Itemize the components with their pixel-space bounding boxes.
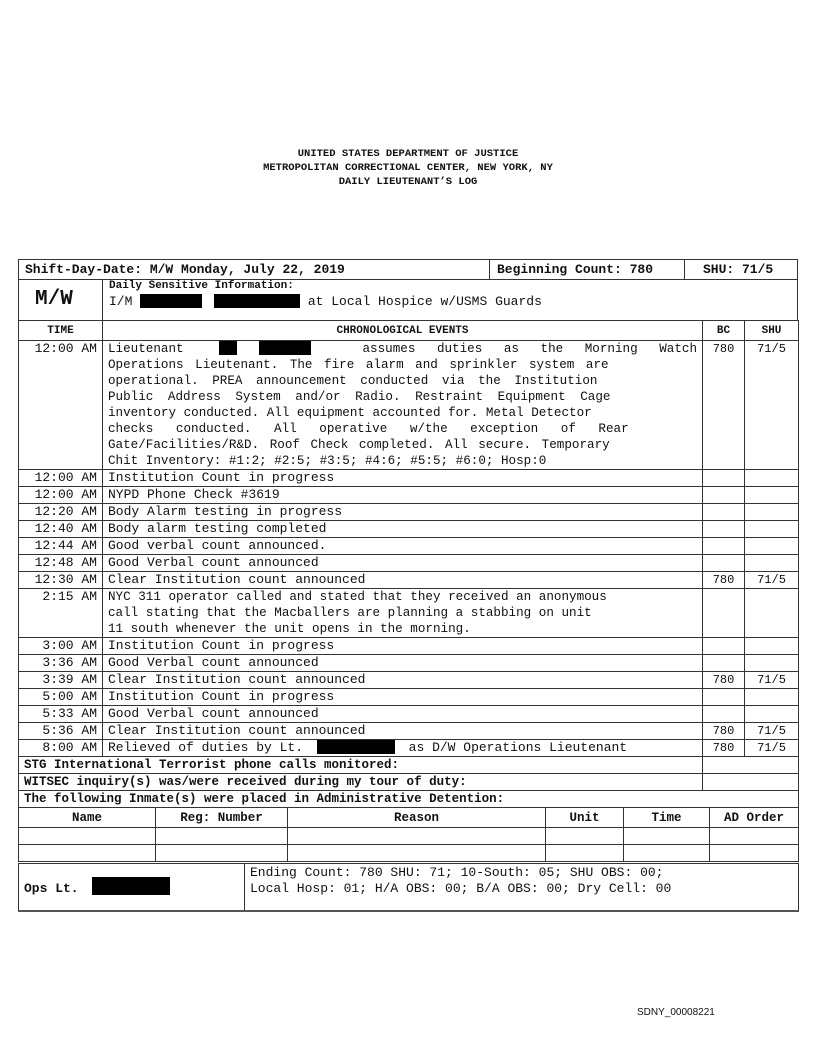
chronological-events-table (18, 320, 799, 808)
table-row (19, 828, 799, 845)
table-row: 3:00 AM Institution Count in progress (19, 638, 799, 655)
footer-table (18, 863, 799, 912)
shift-day-date: Shift-Day-Date: M/W Monday, July 22, 2019 (25, 262, 345, 277)
col-bc: BC (703, 321, 745, 341)
ending-count: Ending Count: 780 SHU: 71; 10-South: 05; SHU OBS: 00; Local Hosp: 01; H/A OBS: 00; B/A OBS: 00; Dry Cell: 00 (245, 864, 799, 911)
col-shu: SHU (745, 321, 799, 341)
table-row (19, 845, 799, 862)
table-row: 12:48 AM Good Verbal count announced (19, 555, 799, 572)
table-row: 3:39 AM Clear Institution count announced 780 71/5 (19, 672, 799, 689)
shift-code: M/W (35, 288, 73, 311)
redaction-bar (140, 294, 202, 308)
table-row: 5:00 AM Institution Count in progress (19, 689, 799, 706)
table-row: 2:15 AM NYC 311 operator called and stated that they received an anonymous call stating that the Macballers are planning a stabbing on unit 11 south whenever the unit opens in the morning. (19, 589, 799, 638)
header-line-3: DAILY LIEUTENANT’S LOG (338, 176, 478, 188)
events-header-row (19, 321, 799, 341)
ad-header-row: Name Reg: Number Reason Unit Time AD Order (19, 808, 799, 828)
table-row: 12:44 AM Good verbal count announced. (19, 538, 799, 555)
table-row: 12:30 AM Clear Institution count announced 780 71/5 (19, 572, 799, 589)
table-row: 12:00 AM NYPD Phone Check #3619 (19, 487, 799, 504)
shu-count: SHU: 71/5 (703, 262, 774, 277)
document-header (0, 147, 816, 189)
table-row: 5:33 AM Good Verbal count announced (19, 706, 799, 723)
shift-info-box (18, 259, 798, 321)
sensitive-info-label: Daily Sensitive Information: (109, 280, 294, 292)
col-events: CHRONOLOGICAL EVENTS (103, 321, 703, 341)
header-line-1: UNITED STATES DEPARTMENT OF JUSTICE (297, 148, 519, 160)
table-row: 12:40 AM Body alarm testing completed (19, 521, 799, 538)
event-text: Lieutenant assumes duties as the Morning Watch Operations Lieutenant. The fire alarm and sprinkler system are operational. PREA announcement conducted via the Institution Public Address System and/or Radio. Restraint Equipment Cage inventory conducted. All equipment accounted for. Metal Detector checks conducted. All operative w/the exception of Rear Gate/Facilities/R&D. Roof Check completed. All secure. Temporary Chit Inventory: #1:2; #2:5; #3:5; #4:6; #5:5; #6:0; Hosp:0 (103, 341, 703, 470)
shift-row (19, 260, 797, 280)
admin-detention-table (18, 807, 799, 862)
beginning-count: Beginning Count: 780 (497, 262, 654, 277)
header-line-2: METROPOLITAN CORRECTIONAL CENTER, NEW YORK, NY (263, 162, 553, 174)
sensitive-info-text: I/M at Local Hospice w/USMS Guards (109, 294, 542, 309)
table-row: 12:00 AM Institution Count in progress (19, 470, 799, 487)
events-table-wrapper (18, 320, 798, 912)
table-row: 5:36 AM Clear Institution count announced 780 71/5 (19, 723, 799, 740)
redaction-bar (219, 341, 237, 355)
redaction-bar (317, 740, 395, 754)
event-text: NYC 311 operator called and stated that they received an anonymous call stating that the Macballers are planning a stabbing on unit 11 south whenever the unit opens in the morning. (103, 589, 703, 638)
table-row: 8:00 AM Relieved of duties by Lt. as D/W Operations Lieutenant 780 71/5 (19, 740, 799, 757)
table-row: 12:20 AM Body Alarm testing in progress (19, 504, 799, 521)
redaction-bar (259, 341, 311, 355)
witsec-row: WITSEC inquiry(s) was/were received during my tour of duty: (19, 774, 799, 791)
col-time: TIME (19, 321, 103, 341)
ops-lt-label: Ops Lt. (24, 880, 79, 896)
event-text: Relieved of duties by Lt. as D/W Operations Lieutenant (103, 740, 703, 757)
table-row: 12:00 AM Lieutenant assumes duties as the Morning Watch Operations Lieutenant. The fire alarm and sprinkler system are operational. PREA announcement conducted via the Institution Public Address System and/or Radio. Restraint Equipment Cage inventory conducted. All equipment accounted for. Metal Detector checks conducted. All operative w/the exception of Rear Gate/Facilities/R&D. Roof Check completed. All secure. Temporary Chit Inventory: #1:2; #2:5; #3:5; #4:6; #5:5; #6:0; Hosp:0 780 71/5 (19, 341, 799, 470)
table-row: 3:36 AM Good Verbal count announced (19, 655, 799, 672)
bates-number: SDNY_00008221 (637, 1007, 715, 1018)
ad-intro-row: The following Inmate(s) were placed in Administrative Detention: (19, 791, 799, 808)
redaction-bar (92, 877, 170, 895)
redaction-bar (214, 294, 300, 308)
stg-row: STG International Terrorist phone calls monitored: (19, 757, 799, 774)
